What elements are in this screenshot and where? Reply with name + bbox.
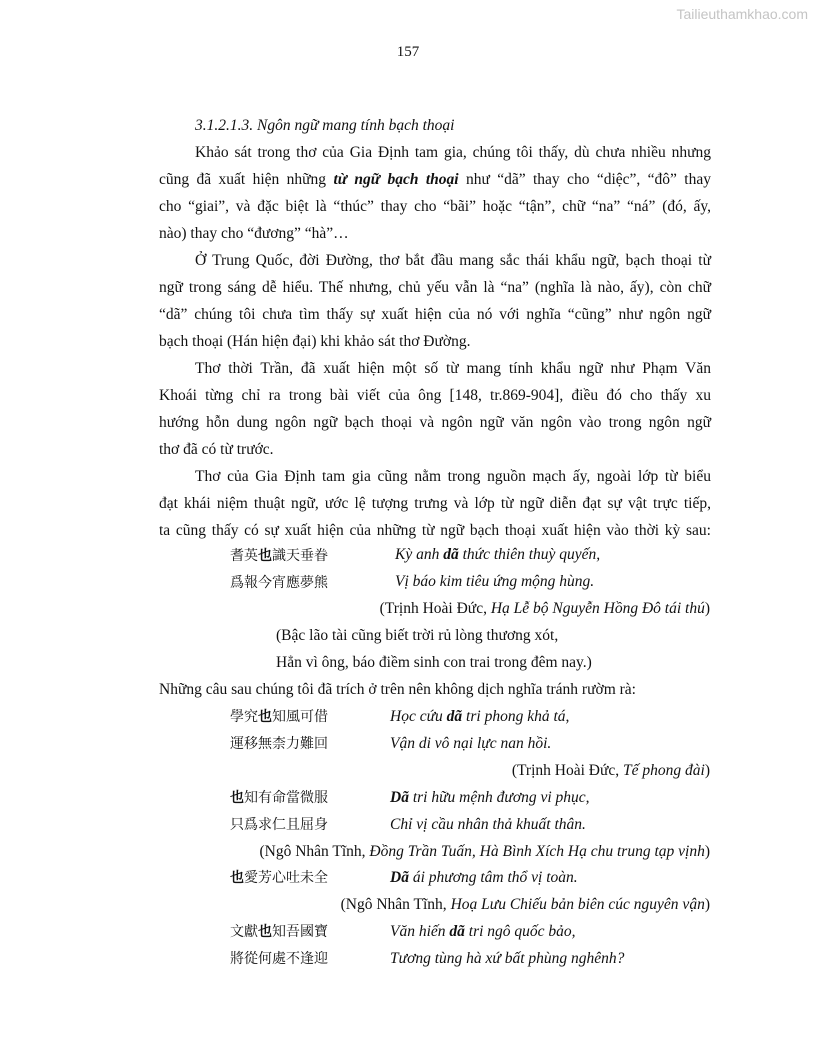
paragraph-4-line-3: ta cũng thấy có sự xuất hiện của những từ ngữ bạch thoại xuất hiện vào thời kỳ sau: (159, 522, 711, 539)
page-number: 157 (396, 44, 420, 60)
example-4-hanzi-line-1: 也愛芳心吐未全 (230, 870, 328, 886)
example-3-hanzi-line-2: 只爲求仁且屈身 (230, 817, 328, 833)
paragraph-3-line-3: hướng hỗn dung ngôn ngữ bạch thoại và ngôn ngữ văn ngôn vào trong ngôn ngữ (159, 414, 711, 431)
paragraph-3-line-2: Khoái từng chỉ ra trong bài viết của ông [148, tr.869-904], điều đó cho thấy xu (159, 387, 711, 404)
example-1-translation-line-1: (Bậc lão tài cũng biết trời rủ lòng thương xót, (276, 627, 559, 644)
example-4-transliteration-line-1: Dã ái phương tâm thổ vị toàn. (390, 869, 578, 886)
example-4-source: (Ngô Nhân Tĩnh, Hoạ Lưu Chiếu bản biên cúc nguyên vận) (340, 896, 710, 913)
example-2-hanzi-line-2: 運移無柰力難回 (230, 736, 328, 752)
paragraph-3-line-1: Thơ thời Trần, đã xuất hiện một số từ mang tính khẩu ngữ như Phạm Văn (195, 360, 711, 377)
watermark: Tailieuthamkhao.com (676, 6, 808, 22)
paragraph-2-line-3: “dã” chúng tôi chưa tìm thấy sự xuất hiện của nó với nghĩa “cũng” như ngôn ngữ (159, 306, 711, 323)
example-2-source: (Trịnh Hoài Đức, Tế phong đài) (511, 762, 710, 779)
paragraph-1-line-3: cho “giai”, và đặc biệt là “thúc” thay cho “bãi” hoặc “tận”, chữ “na” “ná” (đó, ấy, (159, 198, 711, 215)
example-3-hanzi-line-1: 也知有命當微服 (230, 790, 328, 806)
paragraph-2-line-2: ngữ trong sáng dễ hiểu. Thế nhưng, chủ yếu vẫn là “na” (nghĩa là nào, ấy), còn chữ (159, 279, 711, 296)
quotation-note: Những câu sau chúng tôi đã trích ở trên nên không dịch nghĩa tránh rườm rà: (159, 681, 636, 698)
example-2-hanzi-line-1: 學究也知風可借 (230, 709, 328, 725)
example-1-transliteration-line-2: Vị báo kim tiêu ứng mộng hùng. (395, 573, 595, 590)
example-1-hanzi-line-2: 爲報今宵應夢熊 (230, 575, 328, 591)
paragraph-1-line-4: nào) thay cho “đương” “hà”… (159, 225, 349, 242)
example-1-hanzi-line-1: 耆英也識天垂眷 (230, 548, 328, 564)
example-2-transliteration-line-2: Vận di vô nại lực nan hồi. (390, 735, 552, 752)
example-1-transliteration-line-1: Kỳ anh dã thức thiên thuỳ quyến, (395, 546, 601, 563)
bold-term: từ ngữ bạch thoại (333, 171, 459, 188)
paragraph-2-line-4: bạch thoại (Hán hiện đại) khi khảo sát thơ Đường. (159, 333, 471, 350)
paragraph-2-line-1: Ở Trung Quốc, đời Đường, thơ bắt đầu mang sắc thái khẩu ngữ, bạch thoại từ (195, 252, 711, 269)
paragraph-1-line-2: cũng đã xuất hiện những từ ngữ bạch thoại như “dã” thay cho “diệc”, “đô” thay (159, 171, 711, 188)
example-1-translation-line-2: Hẳn vì ông, báo điềm sinh con trai trong đêm nay.) (276, 654, 592, 671)
paragraph-1-line-1: Khảo sát trong thơ của Gia Định tam gia, chúng tôi thấy, dù chưa nhiều nhưng (195, 144, 711, 161)
example-3-source: (Ngô Nhân Tĩnh, Đồng Trần Tuấn, Hà Bình Xích Hạ chu trung tạp vịnh) (259, 843, 710, 860)
example-3-transliteration-line-2: Chỉ vị cầu nhân thả khuất thân. (390, 816, 586, 833)
section-heading: 3.1.2.1.3. Ngôn ngữ mang tính bạch thoại (195, 117, 455, 134)
example-2-transliteration-line-1: Học cứu dã tri phong khả tá, (390, 708, 570, 725)
paragraph-4-line-2: đạt khái niệm thuật ngữ, ước lệ tượng trưng và lớp từ ngữ diễn đạt sự vật trực tiếp, (159, 495, 711, 512)
example-5-transliteration-line-1: Văn hiến dã tri ngô quốc bảo, (390, 923, 576, 940)
paragraph-3-line-4: thơ đã có từ trước. (159, 441, 274, 458)
example-5-hanzi-line-1: 文獻也知吾國寶 (230, 924, 328, 940)
paragraph-4-line-1: Thơ của Gia Định tam gia cũng nằm trong nguồn mạch ấy, ngoài lớp từ biểu (195, 468, 711, 485)
example-5-transliteration-line-2: Tương tùng hà xứ bất phùng nghênh? (390, 950, 625, 967)
example-5-hanzi-line-2: 將從何處不逢迎 (230, 951, 328, 967)
example-1-source: (Trịnh Hoài Đức, Hạ Lễ bộ Nguyễn Hồng Đô tái thú) (379, 600, 710, 617)
example-3-transliteration-line-1: Dã tri hữu mệnh đương vi phục, (390, 789, 590, 806)
